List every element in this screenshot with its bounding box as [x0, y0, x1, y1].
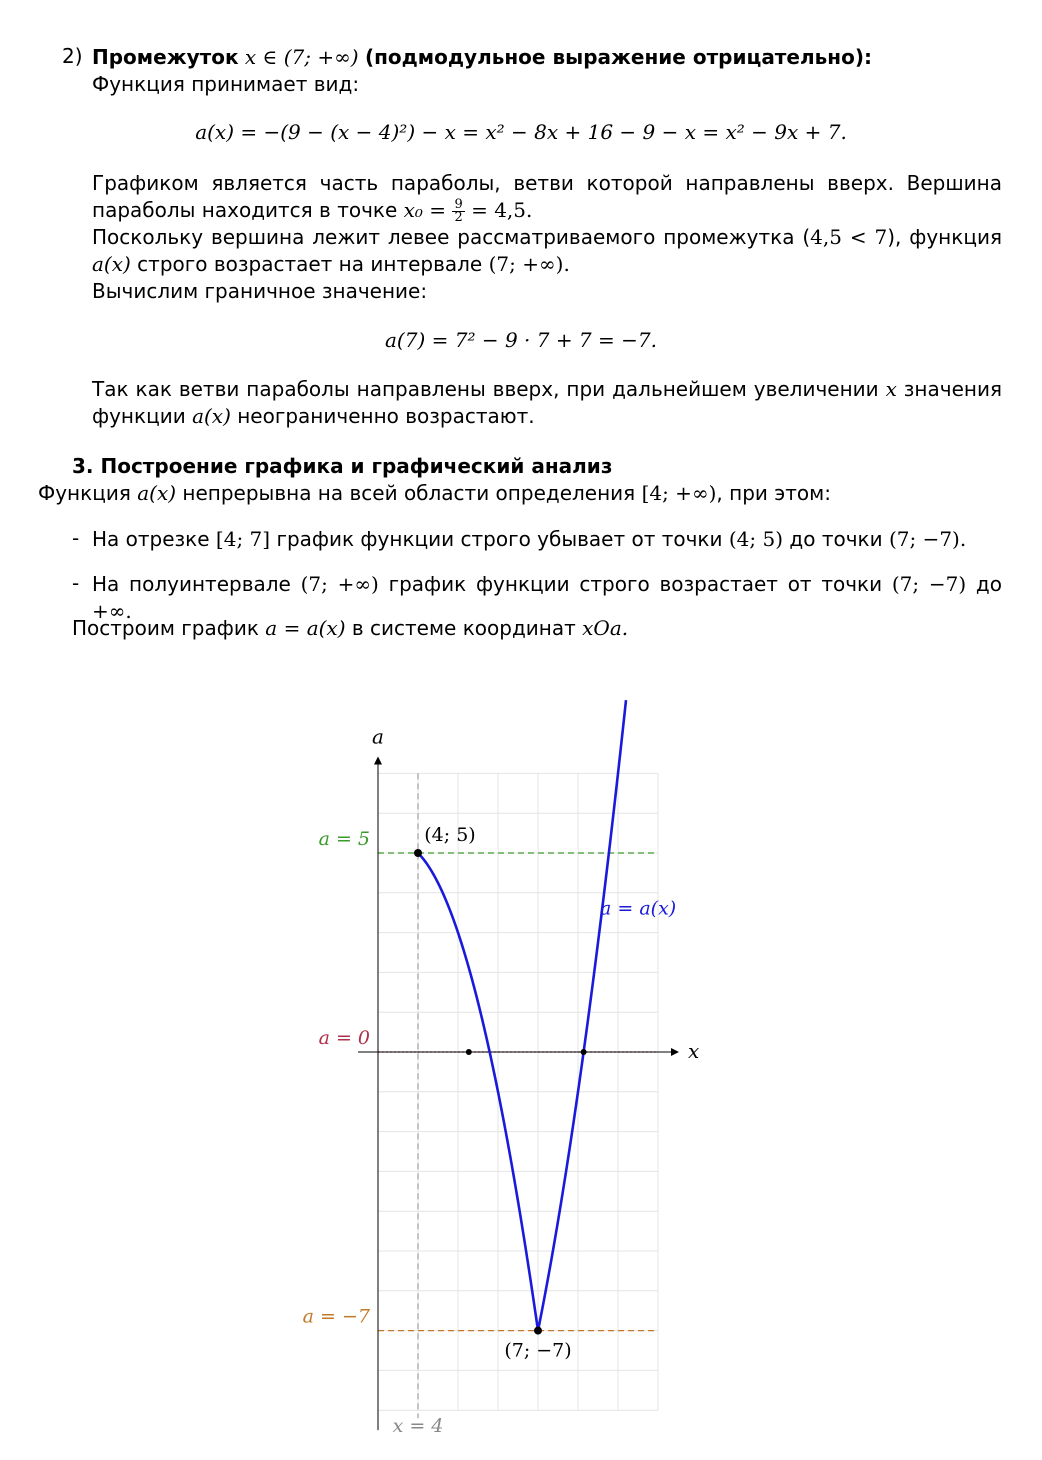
formula-a-of-x: [0, 120, 1042, 144]
b2-c: до: [975, 572, 1002, 596]
frac-numerator: 9: [454, 197, 463, 212]
paragraph-growth: [92, 376, 1002, 430]
intro-b: непрерывна на всей области определения: [182, 481, 636, 505]
ref-label: a = 0: [318, 1027, 370, 1049]
curve-label: a = a(x): [600, 897, 677, 920]
b2-a: На полуинтервале: [92, 572, 291, 596]
vertex-x0: x₀ =: [403, 198, 447, 222]
growth-ax: a(x): [192, 404, 231, 428]
formula-2-text: a(7) = 7² − 9 · 7 + 7 = −7.: [385, 328, 657, 352]
vertex-fraction: [452, 199, 464, 224]
function-curve: [418, 700, 626, 1330]
bullet-1-dash: -: [72, 526, 80, 550]
b1-b: график функции строго убывает от точки: [276, 527, 723, 551]
ref-label: a = 5: [318, 828, 370, 850]
item-heading: [92, 44, 1002, 71]
b1-m2: (4; 5): [728, 527, 784, 551]
growth-b: значения функции: [92, 377, 1002, 428]
bullet-1: [92, 526, 1002, 553]
paragraph-vertex: [92, 170, 1002, 224]
frac-denominator: 2: [454, 210, 463, 225]
mono-interval: (7; +∞).: [488, 252, 570, 276]
intro-ax: a(x): [137, 481, 177, 505]
reference-lines: [303, 773, 658, 1437]
ref-label: x = 4: [392, 1415, 444, 1438]
point-marker: [534, 1327, 542, 1335]
grid: [378, 773, 658, 1410]
b2-m3: +∞.: [92, 599, 132, 623]
bullet-2-dash: -: [72, 571, 80, 595]
mono-ax: a(x): [92, 252, 131, 276]
x-axis-label: x: [688, 1039, 700, 1063]
growth-c: неограниченно возрастают.: [237, 404, 535, 428]
heading-prefix: Промежуток: [92, 45, 239, 69]
formula-a-of-7: [0, 328, 1042, 352]
mono-text-a: Поскольку вершина лежит левее рассматриваемого промежутка (: [92, 225, 811, 249]
point-label: (7; −7): [504, 1339, 572, 1362]
point-marker: [414, 849, 422, 857]
intro-domain: [4; +∞): [641, 481, 717, 505]
b1-m1: [4; 7]: [215, 527, 271, 551]
curve-group: [418, 700, 676, 1330]
intro-c: , при этом:: [716, 481, 831, 505]
build-m2: xOa.: [582, 616, 629, 640]
build-a: Построим график: [72, 616, 259, 640]
b2-m1: (7; +∞): [300, 572, 379, 596]
heading-suffix: (подмодульное выражение отрицательно):: [364, 45, 872, 69]
paragraph-monotonic: [92, 224, 1002, 278]
b1-c: до точки: [789, 527, 883, 551]
b1-a: На отрезке: [92, 527, 210, 551]
axes: [358, 724, 699, 1430]
function-graph: [0, 660, 1042, 1460]
vertex-text: Графиком является часть параболы, ветви которой направлены вверх. Вершина параболы находится в точке: [92, 171, 1002, 222]
vertex-value: = 4,5.: [471, 198, 533, 222]
build-b: в системе координат: [351, 616, 576, 640]
mono-text-c: строго возрастает на интервале: [137, 252, 483, 276]
mono-ineq: 4,5 < 7: [810, 225, 888, 249]
ref-label: a = −7: [302, 1305, 370, 1328]
point-label: (4; 5): [424, 824, 476, 846]
section-3-intro: [38, 481, 1018, 505]
b2-m2: (7; −7): [891, 572, 967, 596]
intro-a: Функция: [38, 481, 131, 505]
line-function-form: Функция принимает вид:: [92, 72, 360, 96]
build-graph-line: [72, 616, 628, 640]
mono-text-b: ), функция: [887, 225, 1002, 249]
growth-a: Так как ветви параболы направлены вверх, при дальнейшем увеличении: [92, 377, 879, 401]
formula-1-text: a(x) = −(9 − (x − 4)²) − x = x² − 8x + 16 − 9 − x = x² − 9x + 7.: [195, 120, 847, 144]
paragraph-boundary: Вычислим граничное значение:: [92, 279, 428, 303]
build-m: a = a(x): [265, 616, 346, 640]
point-marker: [581, 1049, 587, 1055]
heading-math: x ∈ (7; +∞): [244, 45, 359, 69]
y-axis-label: a: [372, 724, 384, 749]
item-number: 2): [62, 44, 83, 68]
growth-x: x: [885, 377, 897, 401]
b1-m3: (7; −7).: [888, 527, 967, 551]
point-marker: [466, 1049, 472, 1055]
b2-b: график функции строго возрастает от точки: [388, 572, 883, 596]
section-3-heading: 3. Построение графика и графический анализ: [72, 454, 613, 478]
